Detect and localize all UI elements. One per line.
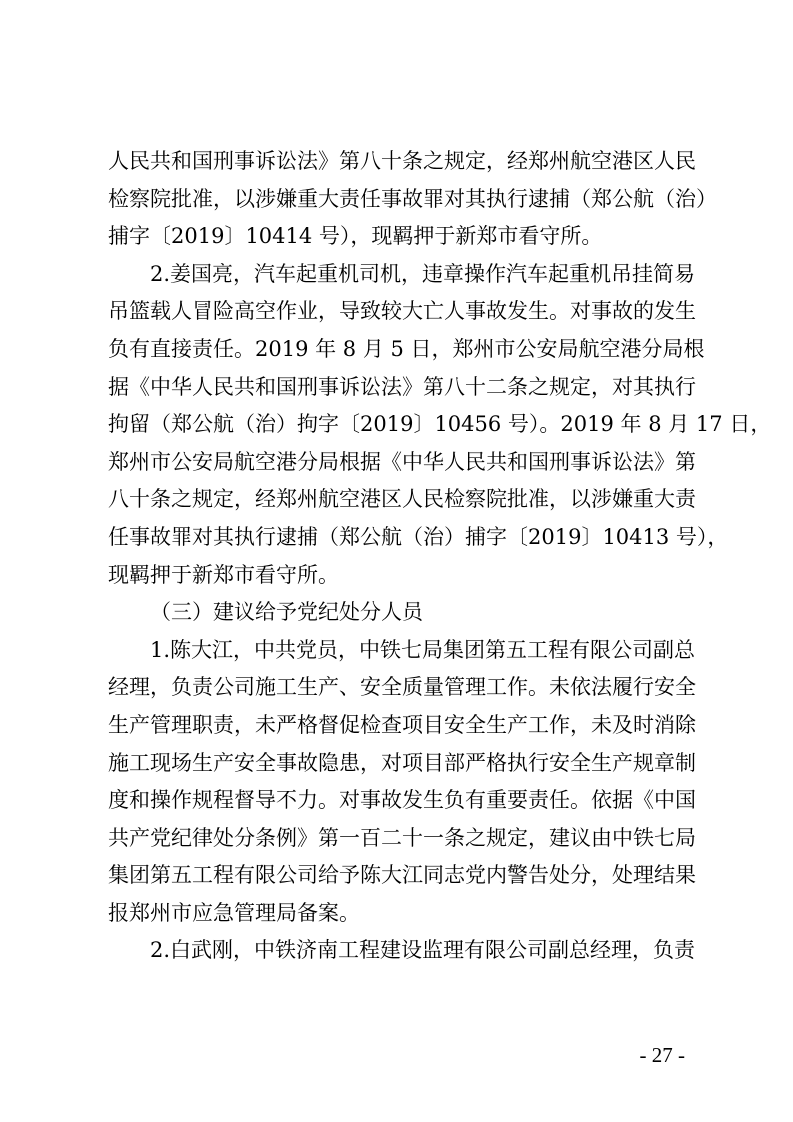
text-line: 集团第五工程有限公司给予陈大江同志党内警告处分，处理结果	[108, 863, 696, 888]
text-line: 据《中华人民共和国刑事诉讼法》第八十二条之规定，对其执行	[108, 374, 696, 399]
text-line: 检察院批准，以涉嫌重大责任事故罪对其执行逮捕（郑公航（治）	[108, 186, 717, 211]
text-line: 生产管理职责，未严格督促检查项目安全生产工作，未及时消除	[108, 712, 696, 737]
text-line: 经理，负责公司施工生产、安全质量管理工作。未依法履行安全	[108, 675, 696, 700]
document-body	[108, 143, 772, 970]
text-line: 现羁押于新郑市看守所。	[108, 562, 339, 587]
text-line: 任事故罪对其执行逮捕（郑公航（治）捕字〔2019〕10413 号），	[108, 524, 729, 549]
text-line: 人民共和国刑事诉讼法》第八十条之规定，经郑州航空港区人民	[108, 149, 696, 173]
text-line: 施工现场生产安全事故隐患，对项目部严格执行安全生产规章制	[108, 750, 696, 775]
text-line: 报郑州市应急管理局备案。	[108, 900, 360, 925]
text-line: 负有直接责任。2019 年 8 月 5 日，郑州市公安局航空港分局根	[108, 336, 705, 361]
text-line: 吊篮载人冒险高空作业，导致较大亡人事故发生。对事故的发生	[108, 299, 696, 324]
text-line: 1.陈大江，中共党员，中铁七局集团第五工程有限公司副总	[150, 637, 696, 662]
text-line: 2.姜国亮，汽车起重机司机，违章操作汽车起重机吊挂简易	[150, 261, 696, 286]
text-line: 2.白武刚，中铁济南工程建设监理有限公司副总经理，负责	[150, 938, 696, 963]
text-line: 度和操作规程督导不力。对事故发生负有重要责任。依据《中国	[108, 788, 696, 813]
text-line: 拘留（郑公航（治）拘字〔2019〕10456 号）。2019 年 8 月 17 日，	[108, 412, 772, 437]
text-line: 共产党纪律处分条例》第一百二十一条之规定，建议由中铁七局	[108, 825, 696, 850]
text-line: 八十条之规定，经郑州航空港区人民检察院批准，以涉嫌重大责	[108, 487, 696, 512]
page-number: - 27 -	[639, 1043, 685, 1067]
text-line: 郑州市公安局航空港分局根据《中华人民共和国刑事诉讼法》第	[108, 449, 696, 474]
text-line: 捕字〔2019〕10414 号），现羁押于新郑市看守所。	[108, 224, 603, 249]
section-heading: （三）建议给予党纪处分人员	[150, 600, 423, 625]
